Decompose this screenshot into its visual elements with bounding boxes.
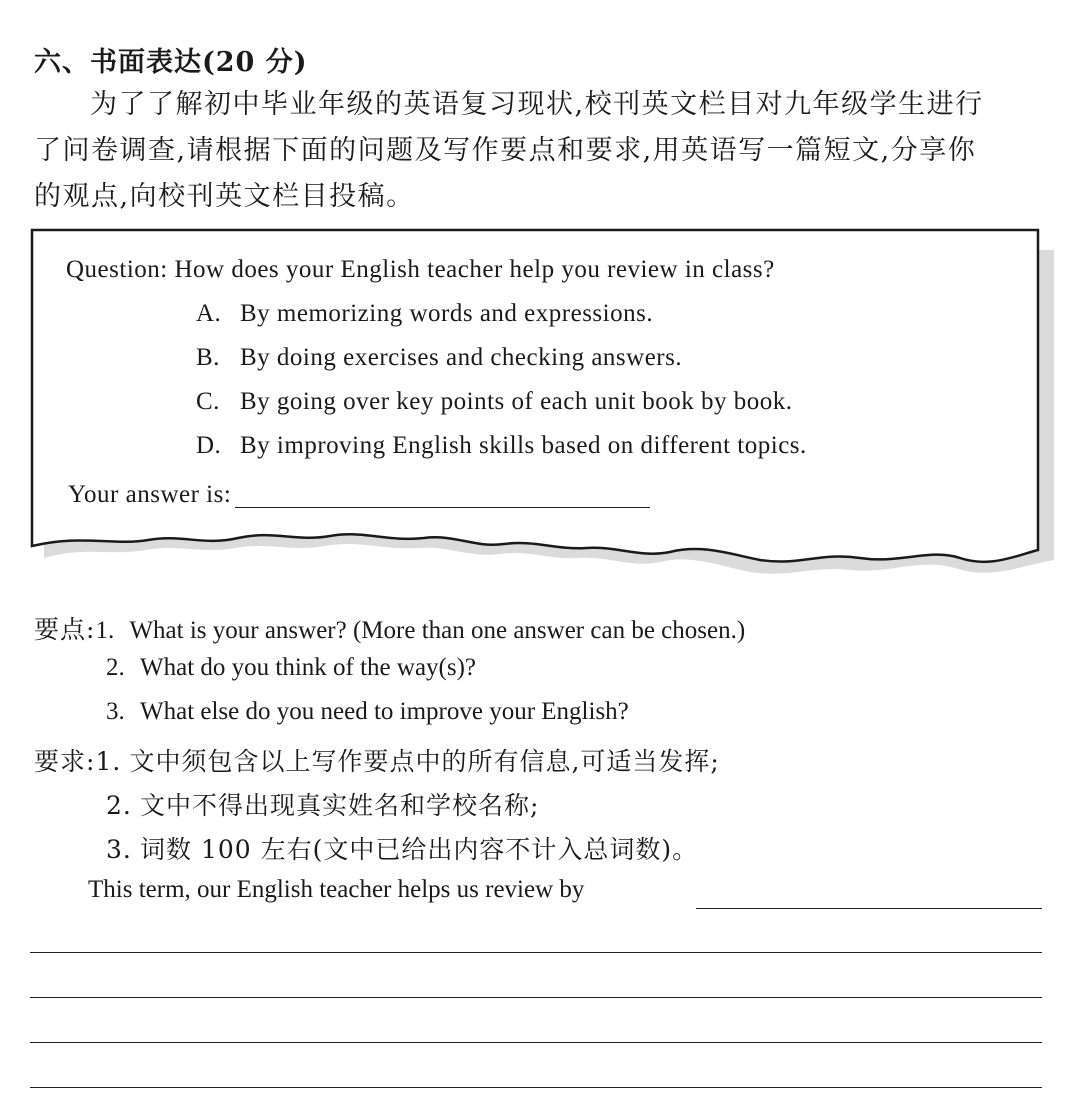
answer-label: Your answer is: xyxy=(68,481,232,508)
key-point-2: 2. What do you think of the way(s)? xyxy=(106,654,477,681)
survey-question: Question: How does your English teacher help you review in class? xyxy=(66,256,775,283)
intro-line-2: 了问卷调查,请根据下面的问题及写作要点和要求,用英语写一篇短文,分享你 xyxy=(34,135,977,166)
section-title: 六、书面表达(20 分) xyxy=(34,47,308,78)
answer-blank[interactable] xyxy=(235,485,650,508)
option-d: D. By improving English skills based on different topics. xyxy=(196,432,807,459)
intro-line-3: 的观点,向校刊英文栏目投稿。 xyxy=(34,181,415,212)
option-b: B. By doing exercises and checking answers. xyxy=(196,344,683,371)
requirement-2: 2. 文中不得出现真实姓名和学校名称; xyxy=(106,791,540,820)
writing-line-2[interactable] xyxy=(30,997,1042,998)
answer-row xyxy=(68,481,650,509)
option-c: C. By going over key points of each unit book by book. xyxy=(196,388,793,415)
requirement-3: 3. 词数 100 左右(文中已给出内容不计入总词数)。 xyxy=(106,835,699,864)
key-point-1: 要点:1. What is your answer? (More than one answer can be chosen.) xyxy=(34,615,746,644)
writing-line-4[interactable] xyxy=(30,1087,1042,1088)
intro-line-1: 为了了解初中毕业年级的英语复习现状,校刊英文栏目对九年级学生进行 xyxy=(90,89,984,120)
option-a: A. By memorizing words and expressions. xyxy=(196,300,654,327)
questionnaire-card xyxy=(30,228,1054,608)
key-point-3: 3. What else do you need to improve your English? xyxy=(106,698,629,725)
essay-blank-first[interactable] xyxy=(696,908,1042,909)
essay-starter: This term, our English teacher helps us review by xyxy=(88,876,585,903)
torn-paper-shape xyxy=(30,228,1054,608)
requirement-1: 要求:1. 文中须包含以上写作要点中的所有信息,可适当发挥; xyxy=(34,747,720,776)
writing-line-1[interactable] xyxy=(30,952,1042,953)
instructions-paragraph xyxy=(34,82,1054,220)
writing-line-3[interactable] xyxy=(30,1042,1042,1043)
